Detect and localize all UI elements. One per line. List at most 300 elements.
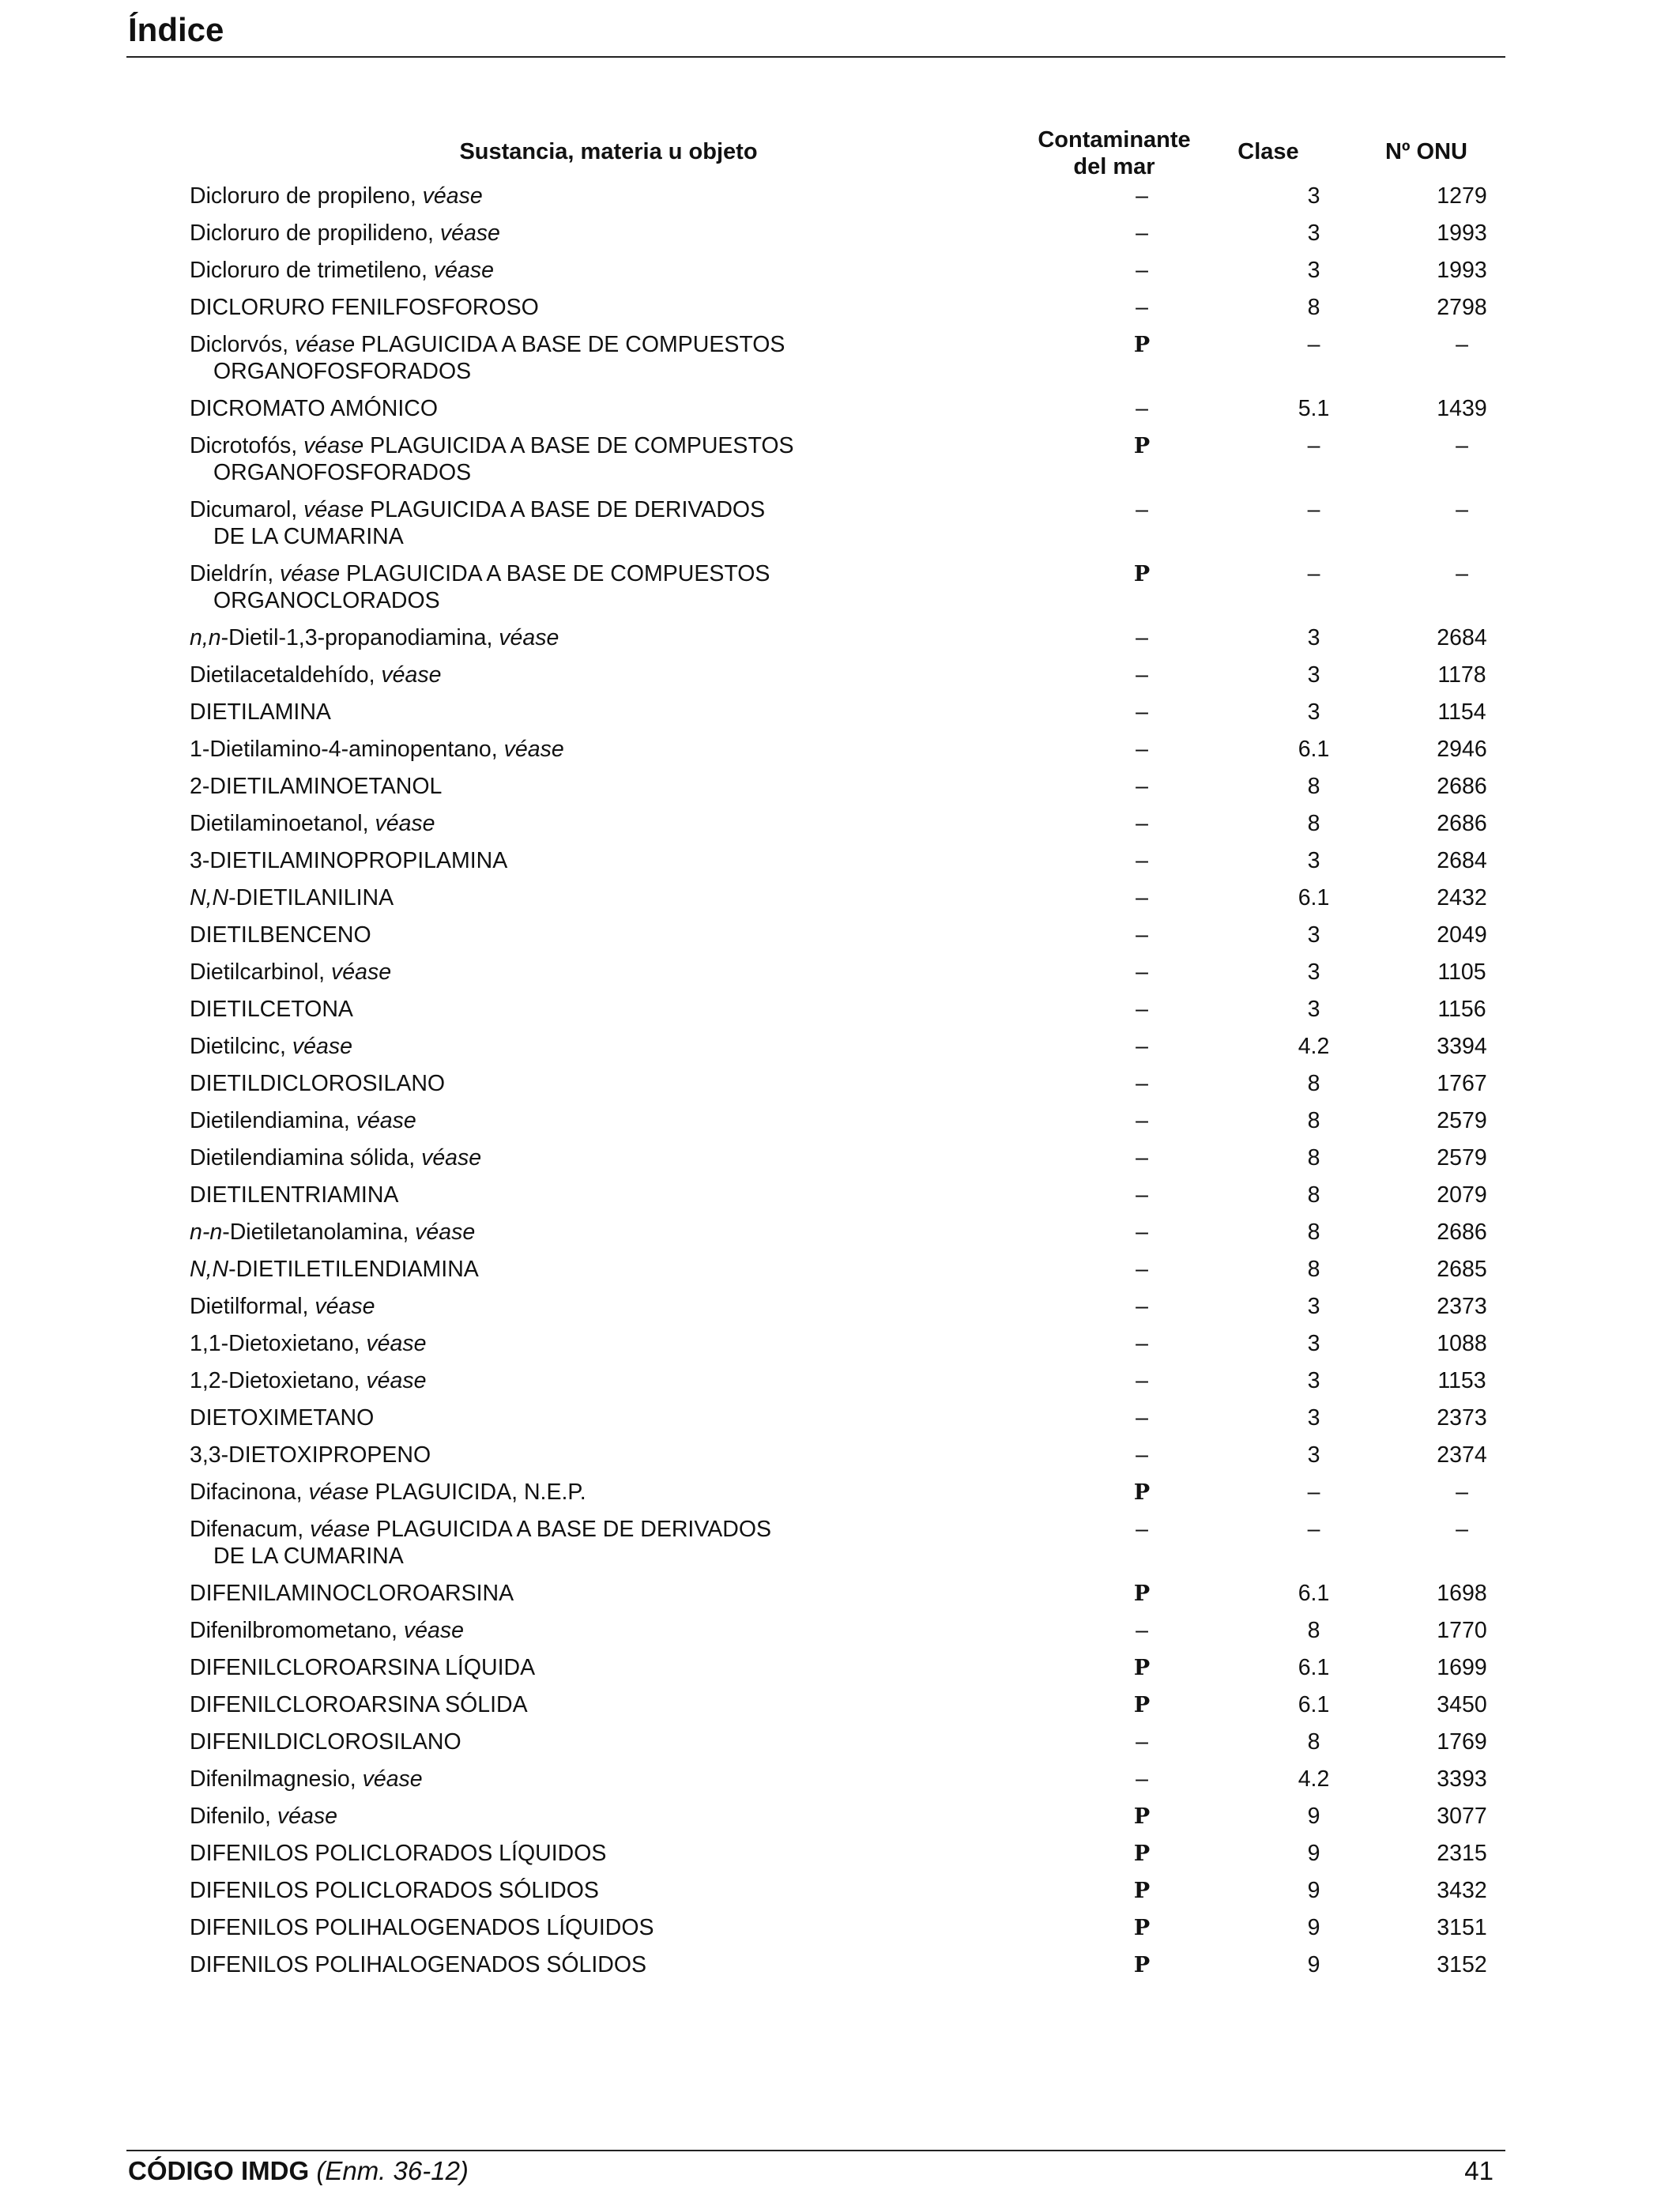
marine-pollutant-dash: – — [1136, 811, 1148, 836]
un-number-cell: 3151 — [1437, 1915, 1487, 1940]
marine-pollutant-cell — [1019, 624, 1264, 662]
substance-name: Dicloruro de trimetileno, — [190, 258, 434, 283]
class-cell: 3 — [1307, 258, 1320, 283]
substance-line1 — [190, 1804, 337, 1829]
class-cell: 6.1 — [1298, 1581, 1330, 1606]
marine-pollutant-cell — [1019, 1404, 1264, 1442]
table-row — [190, 1654, 1561, 1691]
un-number-cell: 2686 — [1437, 1220, 1487, 1245]
un-number-cell: 2315 — [1437, 1841, 1487, 1866]
class-cell: 3 — [1307, 1294, 1320, 1319]
un-number-cell: 1153 — [1437, 1368, 1486, 1393]
substance-see-label: véase — [303, 433, 364, 458]
substance-reference: PLAGUICIDA A BASE DE COMPUESTOS — [340, 561, 770, 586]
marine-pollutant-cell — [1019, 1516, 1264, 1580]
substance-see-label: véase — [366, 1331, 427, 1356]
substance-line1 — [190, 561, 770, 586]
substance-reference: PLAGUICIDA A BASE DE COMPUESTOS — [363, 433, 794, 458]
marine-pollutant-cell — [1019, 1914, 1264, 1951]
table-row — [190, 1617, 1561, 1654]
column-header-marine-line2: del mar — [1073, 154, 1155, 179]
class-cell: 3 — [1307, 997, 1320, 1022]
marine-pollutant-dash: – — [1136, 1517, 1148, 1542]
substance-line1 — [190, 183, 483, 209]
marine-pollutant-cell — [1019, 1330, 1264, 1367]
marine-pollutant-dash: – — [1136, 1766, 1148, 1792]
class-cell: 8 — [1307, 1071, 1320, 1096]
substance-line1 — [190, 959, 391, 985]
marine-pollutant-cell — [1019, 1654, 1264, 1691]
marine-pollutant-dash: – — [1136, 1405, 1148, 1431]
marine-pollutant-cell — [1019, 294, 1264, 331]
footer-divider — [126, 2150, 1505, 2151]
substance-name: -Dietil-1,3-propanodiamina, — [220, 625, 499, 650]
class-cell: 9 — [1307, 1841, 1320, 1866]
un-number-cell: 3393 — [1437, 1766, 1487, 1792]
table-row — [190, 294, 1561, 331]
class-cell: 8 — [1307, 1182, 1320, 1208]
marine-pollutant-cell — [1019, 810, 1264, 847]
substance-line1 — [190, 1878, 599, 1903]
substance-name: Dietilcinc, — [190, 1034, 292, 1059]
substance-line1 — [190, 1108, 416, 1133]
substance-line1 — [190, 1841, 606, 1866]
substance-line1 — [190, 396, 438, 421]
substance-line1 — [190, 1331, 426, 1356]
substance-line1 — [190, 625, 559, 650]
marine-pollutant-dash: – — [1136, 497, 1148, 522]
class-cell: – — [1307, 332, 1320, 357]
substance-name: DIETILCETONA — [190, 997, 353, 1022]
un-number-cell: 1698 — [1437, 1581, 1487, 1606]
substance-name: -DIETILETILENDIAMINA — [228, 1257, 479, 1282]
table-row — [190, 257, 1561, 294]
substance-name: DIETILDICLOROSILANO — [190, 1071, 446, 1096]
un-number-cell: 1993 — [1437, 221, 1487, 246]
substance-name: Dietilaminoetanol, — [190, 811, 375, 836]
table-row — [190, 1442, 1561, 1479]
substance-line1 — [190, 258, 494, 283]
substance-cell — [190, 1219, 1019, 1256]
marine-pollutant-dash: – — [1136, 1034, 1148, 1059]
substance-reference: PLAGUICIDA A BASE DE DERIVADOS — [370, 1517, 772, 1542]
class-cell: 8 — [1307, 1729, 1320, 1755]
substance-line2: ORGANOFOSFORADOS — [213, 460, 472, 485]
substance-cell — [190, 1256, 1019, 1293]
substance-see-label: véase — [422, 183, 483, 209]
table-row — [190, 1107, 1561, 1144]
substance-cell — [190, 1877, 1019, 1914]
marine-pollutant-cell — [1019, 1951, 1264, 1989]
marine-pollutant-dash: – — [1136, 737, 1148, 762]
un-number-cell: 2798 — [1437, 295, 1487, 320]
substance-see-label: véase — [503, 737, 564, 762]
marine-pollutant-cell — [1019, 884, 1264, 922]
table-row — [190, 810, 1561, 847]
un-number-cell: 2373 — [1437, 1294, 1487, 1319]
substance-line1 — [190, 922, 371, 948]
table-row — [190, 432, 1561, 496]
substance-line1 — [190, 1766, 423, 1792]
substance-name: 1,1-Dietoxietano, — [190, 1331, 367, 1356]
un-number-cell: – — [1456, 561, 1468, 586]
marine-pollutant-cell — [1019, 395, 1264, 432]
marine-pollutant-mark: P — [1133, 1804, 1151, 1829]
marine-pollutant-cell — [1019, 1442, 1264, 1479]
table-row — [190, 1367, 1561, 1404]
substance-name: DIETILBENCENO — [190, 922, 371, 948]
substance-cell — [190, 847, 1019, 884]
substance-cell — [190, 624, 1019, 662]
table-row — [190, 560, 1561, 624]
marine-pollutant-cell — [1019, 1479, 1264, 1516]
un-number-cell: – — [1456, 332, 1468, 357]
marine-pollutant-cell — [1019, 1728, 1264, 1766]
marine-pollutant-dash: – — [1136, 774, 1148, 799]
substance-cell — [190, 996, 1019, 1033]
marine-pollutant-dash: – — [1136, 1071, 1148, 1096]
class-cell: 8 — [1307, 295, 1320, 320]
table-row — [190, 922, 1561, 959]
class-cell: 8 — [1307, 774, 1320, 799]
table-row — [190, 1580, 1561, 1617]
substance-name: Dieldrín, — [190, 561, 281, 586]
un-number-cell: 2946 — [1437, 737, 1487, 762]
substance-name: Difenilbromometano, — [190, 1618, 404, 1643]
class-cell: 3 — [1307, 922, 1320, 948]
substance-reference: PLAGUICIDA A BASE DE DERIVADOS — [363, 497, 766, 522]
table-row — [190, 1144, 1561, 1182]
marine-pollutant-dash: – — [1136, 1294, 1148, 1319]
un-number-cell: 1767 — [1437, 1071, 1487, 1096]
substance-line1 — [190, 497, 765, 522]
class-cell: – — [1307, 561, 1320, 586]
table-row — [190, 1033, 1561, 1070]
class-cell: 3 — [1307, 221, 1320, 246]
substance-reference: PLAGUICIDA A BASE DE COMPUESTOS — [355, 332, 785, 357]
marine-pollutant-dash: – — [1136, 848, 1148, 873]
substance-see-label: véase — [362, 1766, 423, 1792]
marine-pollutant-dash: – — [1136, 662, 1148, 688]
substance-see-label: véase — [421, 1145, 482, 1171]
substance-cell — [190, 1691, 1019, 1728]
substance-italic-prefix: N,N — [190, 1257, 229, 1282]
substance-cell — [190, 1107, 1019, 1144]
un-number-cell: 3394 — [1437, 1034, 1487, 1059]
marine-pollutant-cell — [1019, 699, 1264, 736]
marine-pollutant-cell — [1019, 1256, 1264, 1293]
substance-see-label: véase — [292, 1034, 352, 1059]
table-row — [190, 1877, 1561, 1914]
substance-line1 — [190, 1442, 431, 1468]
column-header-marine-pollutant — [1019, 126, 1209, 180]
marine-pollutant-cell — [1019, 996, 1264, 1033]
table-row — [190, 1951, 1561, 1989]
marine-pollutant-dash: – — [1136, 1108, 1148, 1133]
table-row — [190, 1256, 1561, 1293]
substance-line1 — [190, 295, 539, 320]
marine-pollutant-dash: – — [1136, 1220, 1148, 1245]
substance-name: Dicloruro de propileno, — [190, 183, 423, 209]
substance-name: Difenilo, — [190, 1804, 277, 1829]
marine-pollutant-cell — [1019, 1580, 1264, 1617]
marine-pollutant-dash: – — [1136, 1729, 1148, 1755]
substance-cell — [190, 1728, 1019, 1766]
marine-pollutant-dash: – — [1136, 396, 1148, 421]
substance-cell — [190, 884, 1019, 922]
table-row — [190, 1070, 1561, 1107]
marine-pollutant-dash: – — [1136, 1368, 1148, 1393]
marine-pollutant-mark: P — [1133, 1656, 1151, 1680]
substance-see-label: véase — [415, 1220, 476, 1245]
index-table-body — [190, 183, 1561, 1989]
marine-pollutant-dash: – — [1136, 959, 1148, 985]
un-number-cell: – — [1456, 497, 1468, 522]
substance-name: 1,2-Dietoxietano, — [190, 1368, 367, 1393]
marine-pollutant-cell — [1019, 1070, 1264, 1107]
marine-pollutant-mark: P — [1133, 1879, 1151, 1903]
un-number-cell: 2374 — [1437, 1442, 1487, 1468]
table-row — [190, 1293, 1561, 1330]
table-row — [190, 1182, 1561, 1219]
substance-name: Dietilformal, — [190, 1294, 315, 1319]
page-number: 41 — [1464, 2156, 1494, 2185]
marine-pollutant-dash: – — [1136, 258, 1148, 283]
marine-pollutant-dash: – — [1136, 1182, 1148, 1208]
substance-name: Dietilcarbinol, — [190, 959, 331, 985]
un-number-cell: 3450 — [1437, 1692, 1487, 1717]
marine-pollutant-dash: – — [1136, 885, 1148, 910]
un-number-cell: 2432 — [1437, 885, 1487, 910]
table-row — [190, 331, 1561, 395]
substance-italic-prefix: n,n — [190, 625, 221, 650]
substance-see-label: véase — [366, 1368, 427, 1393]
un-number-cell: 1105 — [1437, 959, 1486, 985]
un-number-cell: 2373 — [1437, 1405, 1487, 1431]
substance-name: DIETILENTRIAMINA — [190, 1182, 399, 1208]
class-cell: – — [1307, 497, 1320, 522]
marine-pollutant-mark: P — [1133, 1480, 1151, 1505]
marine-pollutant-cell — [1019, 1367, 1264, 1404]
substance-see-label: véase — [499, 625, 559, 650]
substance-cell — [190, 1617, 1019, 1654]
substance-name: Dietilendiamina, — [190, 1108, 356, 1133]
substance-see-label: véase — [375, 811, 435, 836]
un-number-cell: 1088 — [1437, 1331, 1487, 1356]
marine-pollutant-cell — [1019, 959, 1264, 996]
class-cell: 3 — [1307, 1405, 1320, 1431]
substance-name: Difenacum, — [190, 1517, 311, 1542]
marine-pollutant-cell — [1019, 1617, 1264, 1654]
un-number-cell: 2686 — [1437, 774, 1487, 799]
marine-pollutant-cell — [1019, 220, 1264, 257]
substance-line1 — [190, 1034, 352, 1059]
marine-pollutant-dash: – — [1136, 1145, 1148, 1171]
un-number-cell: 1156 — [1437, 997, 1486, 1022]
substance-cell — [190, 1182, 1019, 1219]
marine-pollutant-cell — [1019, 1293, 1264, 1330]
table-row — [190, 496, 1561, 560]
table-row — [190, 959, 1561, 996]
marine-pollutant-cell — [1019, 1840, 1264, 1877]
un-number-cell: 3077 — [1437, 1804, 1487, 1829]
footer-title — [128, 2156, 469, 2186]
table-row — [190, 1914, 1561, 1951]
substance-cell — [190, 662, 1019, 699]
class-cell: 9 — [1307, 1804, 1320, 1829]
table-row — [190, 736, 1561, 773]
substance-cell — [190, 773, 1019, 810]
marine-pollutant-cell — [1019, 1691, 1264, 1728]
substance-cell — [190, 1580, 1019, 1617]
substance-cell — [190, 1442, 1019, 1479]
marine-pollutant-dash: – — [1136, 221, 1148, 246]
substance-name: -DIETILANILINA — [228, 885, 394, 910]
substance-name: DIFENILAMINOCLOROARSINA — [190, 1581, 514, 1606]
substance-cell — [190, 699, 1019, 736]
substance-name: 3,3-DIETOXIPROPENO — [190, 1442, 431, 1468]
marine-pollutant-mark: P — [1133, 1693, 1151, 1717]
substance-see-label: véase — [295, 332, 356, 357]
substance-see-label: véase — [308, 1480, 369, 1505]
marine-pollutant-mark: P — [1133, 1953, 1151, 1977]
substance-name: DIFENILCLOROARSINA LÍQUIDA — [190, 1655, 536, 1680]
substance-see-label: véase — [381, 662, 442, 688]
substance-name: Dicloruro de propilideno, — [190, 221, 440, 246]
substance-cell — [190, 560, 1019, 624]
table-row — [190, 183, 1561, 220]
substance-line1 — [190, 1294, 375, 1319]
marine-pollutant-dash: – — [1136, 699, 1148, 725]
marine-pollutant-cell — [1019, 496, 1264, 560]
un-number-cell: 2684 — [1437, 848, 1487, 873]
column-header-marine-line1: Contaminante — [1038, 127, 1191, 153]
table-row — [190, 1691, 1561, 1728]
marine-pollutant-cell — [1019, 662, 1264, 699]
substance-name: DIFENILOS POLIHALOGENADOS SÓLIDOS — [190, 1952, 647, 1977]
substance-cell — [190, 736, 1019, 773]
marine-pollutant-cell — [1019, 257, 1264, 294]
table-row — [190, 847, 1561, 884]
substance-see-label: véase — [277, 1804, 337, 1829]
marine-pollutant-cell — [1019, 1182, 1264, 1219]
substance-line1 — [190, 1368, 426, 1393]
substance-line2: ORGANOCLORADOS — [213, 588, 440, 613]
table-row — [190, 1516, 1561, 1580]
table-row — [190, 1728, 1561, 1766]
substance-name: DIFENILDICLOROSILANO — [190, 1729, 461, 1755]
substance-name: Dietilendiamina sólida, — [190, 1145, 422, 1171]
substance-cell — [190, 1766, 1019, 1803]
substance-cell — [190, 1840, 1019, 1877]
class-cell: 6.1 — [1298, 737, 1330, 762]
un-number-cell: 1439 — [1437, 396, 1487, 421]
substance-cell — [190, 1330, 1019, 1367]
un-number-cell: 2684 — [1437, 625, 1487, 650]
table-row — [190, 395, 1561, 432]
table-row — [190, 1479, 1561, 1516]
substance-line1 — [190, 997, 353, 1022]
substance-name: -Dietiletanolamina, — [222, 1220, 416, 1245]
class-cell: – — [1307, 1480, 1320, 1505]
substance-see-label: véase — [403, 1618, 464, 1643]
un-number-cell: 2686 — [1437, 811, 1487, 836]
class-cell: 8 — [1307, 1145, 1320, 1171]
substance-cell — [190, 1144, 1019, 1182]
substance-line1 — [190, 1618, 464, 1643]
substance-cell — [190, 922, 1019, 959]
substance-line1 — [190, 848, 507, 873]
marine-pollutant-cell — [1019, 773, 1264, 810]
substance-line2: DE LA CUMARINA — [213, 524, 404, 549]
class-cell: 6.1 — [1298, 1692, 1330, 1717]
class-cell: 5.1 — [1298, 396, 1330, 421]
substance-line1 — [190, 1952, 646, 1977]
marine-pollutant-dash: – — [1136, 625, 1148, 650]
substance-see-label: véase — [310, 1517, 371, 1542]
substance-cell — [190, 1654, 1019, 1691]
marine-pollutant-cell — [1019, 560, 1264, 624]
un-number-cell: 2685 — [1437, 1257, 1487, 1282]
marine-pollutant-cell — [1019, 1877, 1264, 1914]
substance-line2: DE LA CUMARINA — [213, 1544, 404, 1569]
class-cell: 8 — [1307, 811, 1320, 836]
marine-pollutant-mark: P — [1133, 333, 1151, 357]
substance-name: Dicumarol, — [190, 497, 304, 522]
marine-pollutant-dash: – — [1136, 922, 1148, 948]
table-row — [190, 1330, 1561, 1367]
substance-line1 — [190, 332, 785, 357]
substance-name: Difenilmagnesio, — [190, 1766, 363, 1792]
substance-cell — [190, 1803, 1019, 1840]
un-number-cell: – — [1456, 1480, 1468, 1505]
substance-cell — [190, 496, 1019, 560]
class-cell: 8 — [1307, 1108, 1320, 1133]
substance-name: Dicrotofós, — [190, 433, 304, 458]
marine-pollutant-cell — [1019, 1219, 1264, 1256]
substance-cell — [190, 183, 1019, 220]
marine-pollutant-cell — [1019, 1803, 1264, 1840]
marine-pollutant-cell — [1019, 1033, 1264, 1070]
un-number-cell: 1178 — [1437, 662, 1486, 688]
substance-line1 — [190, 433, 794, 458]
substance-name: 3-DIETILAMINOPROPILAMINA — [190, 848, 508, 873]
class-cell: 9 — [1307, 1915, 1320, 1940]
marine-pollutant-cell — [1019, 331, 1264, 395]
substance-cell — [190, 1914, 1019, 1951]
substance-line1 — [190, 774, 442, 799]
substance-name: DICROMATO AMÓNICO — [190, 396, 439, 421]
substance-cell — [190, 1404, 1019, 1442]
column-header-substance: Sustancia, materia u objeto — [459, 139, 758, 164]
substance-name: 2-DIETILAMINOETANOL — [190, 774, 443, 799]
substance-cell — [190, 1479, 1019, 1516]
marine-pollutant-dash: – — [1136, 295, 1148, 320]
column-header-un-number: Nº ONU — [1384, 139, 1468, 164]
class-cell: 3 — [1307, 699, 1320, 725]
substance-line1 — [190, 699, 331, 725]
substance-italic-prefix: N,N — [190, 885, 229, 910]
substance-cell — [190, 294, 1019, 331]
table-row — [190, 1803, 1561, 1840]
footer-amendment: (Enm. 36-12) — [316, 2156, 469, 2185]
index-table — [190, 183, 1561, 1989]
substance-cell — [190, 331, 1019, 395]
column-header-class: Clase — [1237, 139, 1299, 164]
substance-name: 1-Dietilamino-4-aminopentano, — [190, 737, 504, 762]
marine-pollutant-dash: – — [1136, 1618, 1148, 1643]
table-row — [190, 662, 1561, 699]
